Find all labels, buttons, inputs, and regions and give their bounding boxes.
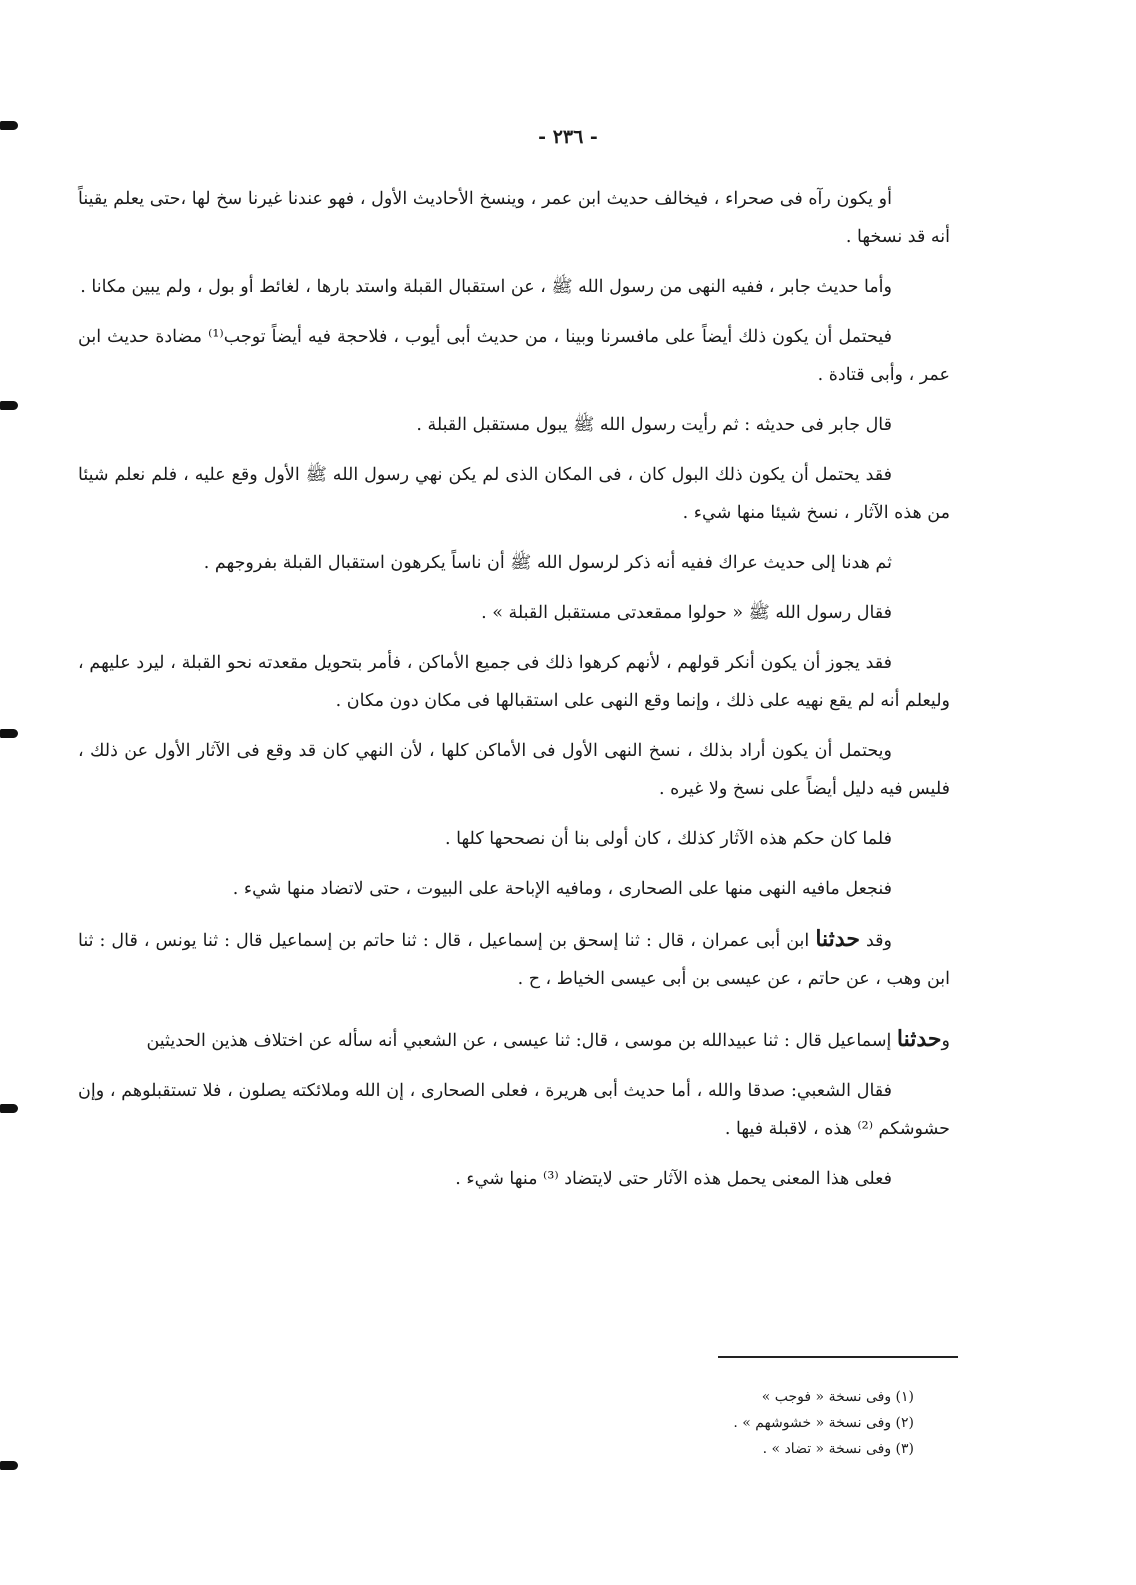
paragraph-prefix: وقد [865,931,892,951]
binding-mark [0,1104,18,1113]
paragraph-text: فقال الشعبي: صدقا والله ، أما حديث أبى هريرة ، فعلى الصحارى ، إن الله وملائكته يصلون ، فلا تستقبلوهم ، وإن حشوشكم ⁽²⁾ هذه ، لاقبلة فيها . [78,1081,950,1139]
footnote: (١) وفى نسخة « فوجب » [761,1389,914,1405]
paragraph [78,406,950,444]
paragraph-prefix: و [941,1031,950,1051]
paragraph-text: إسماعيل قال : ثنا عبيدالله بن موسى ، قال: ثنا عيسى ، عن الشعبي أنه سأله عن اختلاف هذين الحديثين [146,1031,892,1051]
footnote: (٢) وفى نسخة « خشوشهم » . [733,1415,914,1431]
paragraph [78,870,950,908]
hadith-heading: حدثنا [896,1026,942,1052]
paragraph-text: ثم هدنا إلى حديث عراك ففيه أنه ذكر لرسول الله ﷺ أن ناساً يكرهون استقبال القبلة بفروجهم . [203,553,892,573]
footnotes [494,1384,914,1462]
paragraph-text: فعلى هذا المعنى يحمل هذه الآثار حتى لايتضاد ⁽³⁾ منها شيء . [455,1169,892,1189]
paragraph [78,732,950,808]
paragraph-text: ويحتمل أن يكون أراد بذلك ، نسخ النهى الأول فى الأماكن كلها ، لأن النهي كان قد وقع فى الآثار الأول عن ذلك ، فليس فيه دليل أيضاً على نسخ ولا غيره . [78,741,950,799]
paragraph-text: فقد يحتمل أن يكون ذلك البول كان ، فى المكان الذى لم يكن نهي رسول الله ﷺ الأول وقع عليه ، فلم نعلم شيئا من هذه الآثار ، نسخ شيئا منها شيء . [78,465,950,523]
paragraph [78,1072,950,1148]
footnote: (٣) وفى نسخة « تضاد » . [762,1441,914,1457]
paragraph-text: فقد يجوز أن يكون أنكر قولهم ، لأنهم كرهوا ذلك فى جميع الأماكن ، فأمر بتحويل مقعدته نحو القبلة ، ليرد عليهم ، وليعلم أنه لم يقع نهيه على ذلك ، وإنما وقع النهى على استقبالها فى مكان دون مكان . [78,653,950,711]
paragraph [78,268,950,306]
paragraph [78,1160,950,1198]
paragraph [78,456,950,532]
page-number: - ٢٣٦ - [538,126,598,148]
body-text [78,180,950,1210]
paragraph [78,544,950,582]
paragraph [78,820,950,858]
binding-mark [0,401,18,410]
isnad-paragraph [78,920,950,998]
paragraph-text: فقال رسول الله ﷺ « حولوا ممقعدتى مستقبل القبلة » . [481,603,892,623]
paragraph-text: فنجعل مافيه النهى منها على الصحارى ، ومافيه الإباحة على البيوت ، حتى لاتضاد منها شيء . [232,879,892,899]
paragraph-text: أو يكون رآه فى صحراء ، فيخالف حديث ابن عمر ، وينسخ الأحاديث الأول ، فهو عندنا غيرنا سخ لها ،حتى يعلم يقيناً أنه قد نسخها . [78,189,950,247]
binding-mark [0,1461,18,1470]
hadith-heading: حدثنا [815,926,860,952]
paragraph [78,318,950,394]
footnote-divider [718,1356,958,1358]
isnad-paragraph [78,1020,950,1060]
paragraph [78,644,950,720]
paragraph-text: ابن أبى عمران ، قال : ثنا إسحق بن إسماعيل ، قال : ثنا حاتم بن إسماعيل قال : ثنا يونس ، قال : ثنا ابن وهب ، عن حاتم ، عن عيسى بن أبى عيسى الخياط ، ح . [78,931,950,989]
binding-mark [0,729,18,738]
paragraph [78,180,950,256]
paragraph [78,594,950,632]
paragraph-text: قال جابر فى حديثه : ثم رأيت رسول الله ﷺ يبول مستقبل القبلة . [416,415,892,435]
paragraph-text: فلما كان حكم هذه الآثار كذلك ، كان أولى بنا أن نصححها كلها . [445,829,892,849]
paragraph-text: فيحتمل أن يكون ذلك أيضاً على مافسرنا وبينا ، من حديث أبى أيوب ، فلاحجة فيه أيضاً توجب⁽¹⁾ مضادة حديث ابن عمر ، وأبى قتادة . [78,327,950,385]
paragraph-text: وأما حديث جابر ، ففيه النهى من رسول الله ﷺ ، عن استقبال القبلة واستد بارها ، لغائط أو بول ، ولم يبين مكانا . [80,277,892,297]
